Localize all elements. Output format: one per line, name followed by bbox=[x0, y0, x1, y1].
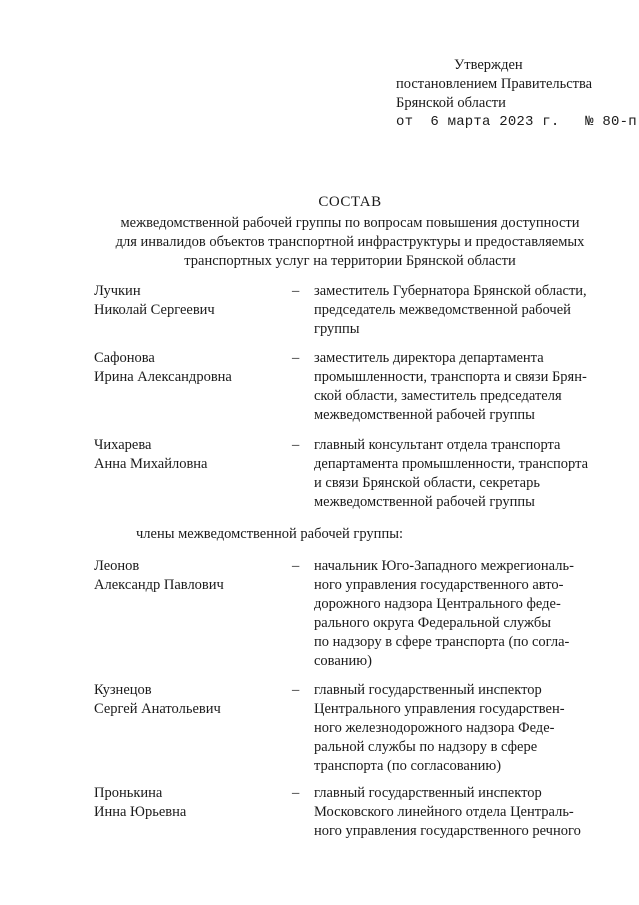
position-line: ральной службы по надзору в сфере bbox=[314, 739, 538, 755]
approval-line-date-number: от 6 марта 2023 г. № 80-п bbox=[396, 114, 637, 130]
member-surname: Кузнецов bbox=[94, 682, 152, 698]
member-surname: Пронькина bbox=[94, 785, 163, 801]
member-position bbox=[314, 681, 614, 776]
position-line: сованию) bbox=[314, 653, 372, 669]
position-line: начальник Юго-Западного межрегиональ- bbox=[314, 558, 574, 574]
dash-separator: – bbox=[292, 785, 300, 801]
subtitle-line: транспортных услуг на территории Брянской области bbox=[184, 253, 516, 269]
member-given-name: Ирина Александровна bbox=[94, 369, 232, 385]
title-heading: СОСТАВ bbox=[318, 194, 382, 210]
approval-line-approved: Утвержден bbox=[454, 57, 523, 73]
member-given-name: Николай Сергеевич bbox=[94, 302, 215, 318]
member-given-name: Александр Павлович bbox=[94, 577, 224, 593]
position-line: рального округа Федеральной службы bbox=[314, 615, 551, 631]
position-line: ного управления государственного авто- bbox=[314, 577, 564, 593]
dash-separator: – bbox=[292, 558, 300, 574]
dash-separator: – bbox=[292, 437, 300, 453]
member-surname: Чихарева bbox=[94, 437, 152, 453]
position-line: главный консультант отдела транспорта bbox=[314, 437, 561, 453]
position-line: департамента промышленности, транспорта bbox=[314, 456, 589, 472]
subtitle-line: для инвалидов объектов транспортной инфраструктуры и предоставляемых bbox=[115, 234, 585, 250]
position-line: главный государственный инспектор bbox=[314, 682, 542, 698]
position-line: промышленности, транспорта и связи Брян- bbox=[314, 369, 587, 385]
position-line: ного железнодорожного надзора Феде- bbox=[314, 720, 555, 736]
member-surname: Леонов bbox=[94, 558, 140, 574]
member-given-name: Анна Михайловна bbox=[94, 456, 208, 472]
member-given-name: Инна Юрьевна bbox=[94, 804, 187, 820]
position-line: ного управления государственного речного bbox=[314, 823, 581, 839]
position-line: межведомственной рабочей группы bbox=[314, 407, 535, 423]
member-surname: Лучкин bbox=[94, 283, 141, 299]
position-line: межведомственной рабочей группы bbox=[314, 494, 535, 510]
position-line: главный государственный инспектор bbox=[314, 785, 542, 801]
position-line: дорожного надзора Центрального феде- bbox=[314, 596, 561, 612]
member-name bbox=[94, 784, 284, 822]
subtitle-line: межведомственной рабочей группы по вопросам повышения доступности bbox=[120, 215, 580, 231]
dash-separator: – bbox=[292, 350, 300, 366]
document-title bbox=[90, 193, 610, 271]
position-line: ской области, заместитель председателя bbox=[314, 388, 562, 404]
member-name bbox=[94, 282, 284, 320]
member-position bbox=[314, 784, 614, 841]
member-position bbox=[314, 282, 614, 339]
position-line: председатель межведомственной рабочей bbox=[314, 302, 571, 318]
approval-line-region: Брянской области bbox=[396, 95, 506, 111]
member-position bbox=[314, 349, 614, 425]
member-given-name: Сергей Анатольевич bbox=[94, 701, 221, 717]
dash-separator: – bbox=[292, 682, 300, 698]
member-position bbox=[314, 436, 614, 512]
member-name bbox=[94, 436, 284, 474]
member-surname: Сафонова bbox=[94, 350, 155, 366]
position-line: Московского линейного отдела Централь- bbox=[314, 804, 574, 820]
dash-separator: – bbox=[292, 283, 300, 299]
position-line: по надзору в сфере транспорта (по согла- bbox=[314, 634, 570, 650]
position-line: Центрального управления государствен- bbox=[314, 701, 565, 717]
member-name bbox=[94, 349, 284, 387]
approval-line-resolution: постановлением Правительства bbox=[396, 76, 593, 92]
approval-stamp bbox=[396, 56, 636, 132]
position-line: заместитель Губернатора Брянской области, bbox=[314, 283, 587, 299]
position-line: транспорта (по согласованию) bbox=[314, 758, 502, 774]
position-line: заместитель директора департамента bbox=[314, 350, 544, 366]
member-position bbox=[314, 557, 614, 671]
members-heading: члены межведомственной рабочей группы: bbox=[136, 526, 403, 542]
member-name bbox=[94, 557, 284, 595]
position-line: группы bbox=[314, 321, 360, 337]
position-line: и связи Брянской области, секретарь bbox=[314, 475, 540, 491]
member-name bbox=[94, 681, 284, 719]
